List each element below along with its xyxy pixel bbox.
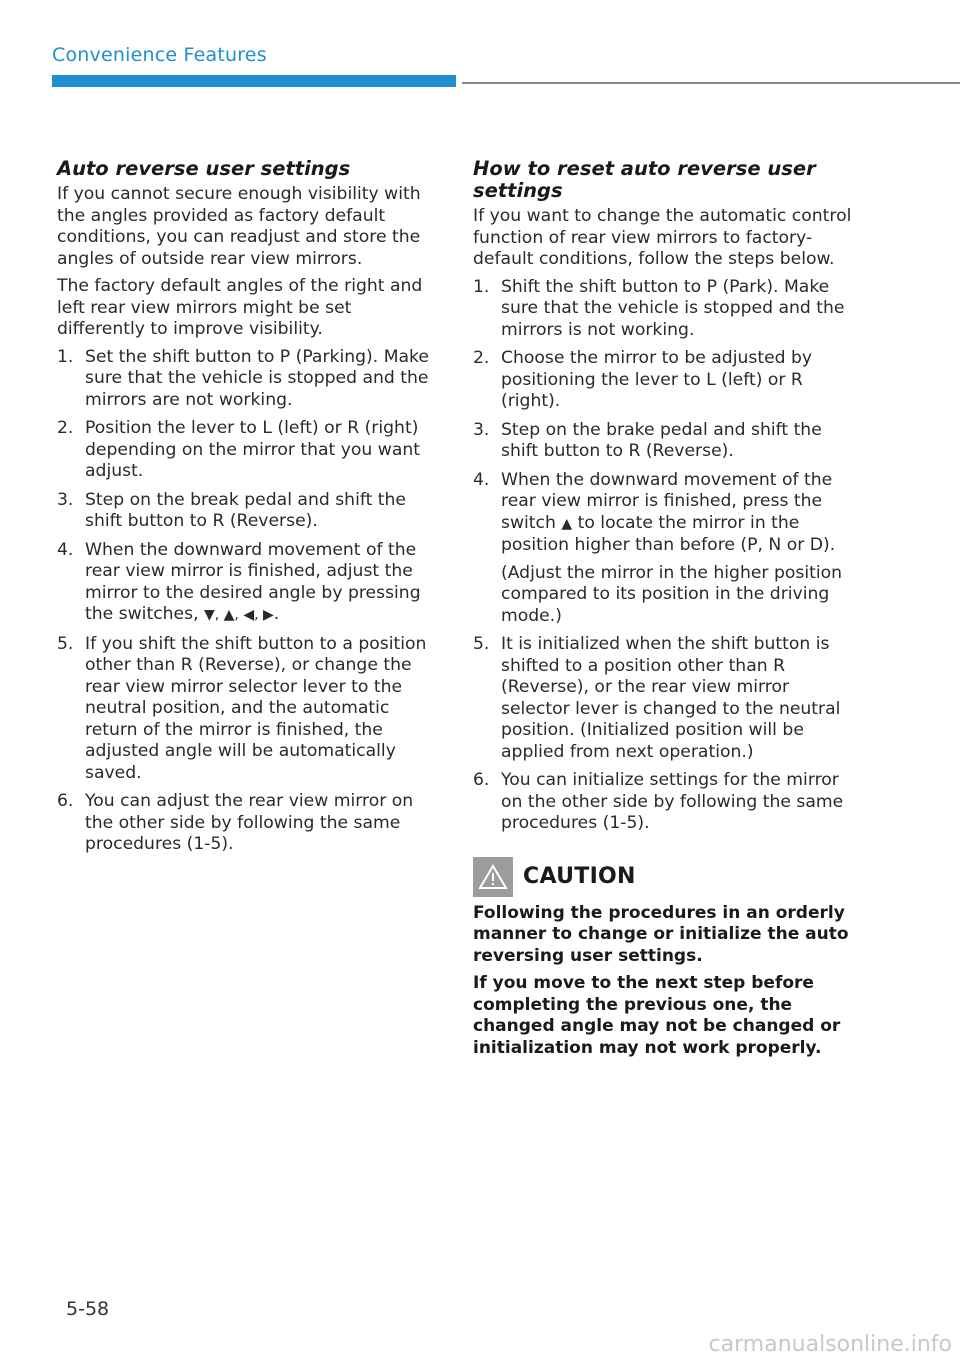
list-item: 5. It is initialized when the shift button is shifted to a position other than R (Reverse), or the rear view mirror selector lever is changed to the neutral position. (Initialized position will be applied from next operation.) [473, 634, 841, 762]
warning-triangle-icon [473, 857, 513, 897]
left-intro-paragraph-2: The factory default angles of the right and left rear view mirrors might be set differently to improve visibility. [57, 276, 423, 339]
right-column [473, 158, 863, 1065]
list-item: 3. Step on the brake pedal and shift the shift button to R (Reverse). [473, 419, 822, 461]
list-item: 6. You can initialize settings for the mirror on the other side by following the same procedures (1-5). [473, 770, 844, 833]
list-item: 2. Position the lever to L (left) or R (right) depending on the mirror that you want adjust. [57, 418, 421, 481]
caution-text-1: Following the procedures in an orderly manner to change or initialize the auto reversing user settings. [473, 902, 849, 966]
header-accent-bar [52, 75, 456, 87]
caution-header [473, 857, 863, 897]
page-number: 5-58 [66, 1298, 110, 1320]
section-header-title: Convenience Features [52, 44, 267, 66]
caution-text-2: If you move to the next step before completing the previous one, the changed angle may not be changed or initialization may not work properly. [473, 973, 841, 1058]
left-steps-list [57, 347, 439, 856]
header-rule [462, 82, 960, 84]
list-item: 4. When the downward movement of the rear view mirror is finished, adjust the mirror to the desired angle by pressing the switches, ▼, ▲, ◀, ▶. [57, 539, 421, 624]
watermark: carmanualsonline.info [708, 1332, 952, 1357]
list-item: 5. If you shift the shift button to a position other than R (Reverse), or change the rear view mirror selector lever to the neutral position, and the automatic return of the mirror is finished, the adjusted angle will be automatically saved. [57, 633, 427, 783]
left-column [57, 158, 439, 863]
list-item: 6. You can adjust the rear view mirror on the other side by following the same procedures (1-5). [57, 791, 414, 854]
up-triangle-icon: ▲ [561, 515, 573, 532]
left-intro-paragraph-1: If you cannot secure enough visibility with the angles provided as factory default conditions, you can readjust and store the angles of outside rear view mirrors. [57, 184, 421, 269]
right-steps-list [473, 277, 863, 835]
step-note: (Adjust the mirror in the higher position compared to its position in the driving mode.) [501, 562, 843, 626]
list-item: 1. Shift the shift button to P (Park). Make sure that the vehicle is stopped and the mirrors is not working. [473, 276, 845, 340]
list-item: 3. Step on the break pedal and shift the shift button to R (Reverse). [57, 489, 407, 531]
reset-auto-reverse-title: How to reset auto reverse user settings [473, 157, 816, 202]
caution-box [473, 857, 863, 1060]
list-item: 1. Set the shift button to P (Parking). Make sure that the vehicle is stopped and the mirrors are not working. [57, 346, 429, 410]
caution-label: CAUTION [523, 863, 636, 889]
auto-reverse-settings-title: Auto reverse user settings [57, 157, 351, 180]
right-intro-paragraph: If you want to change the automatic control function of rear view mirrors to factory-default conditions, follow the steps below. [473, 206, 852, 269]
mirror-switch-arrows-icon: ▼, ▲, ◀, ▶ [204, 607, 274, 623]
list-item: 2. Choose the mirror to be adjusted by positioning the lever to L (left) or R (right). [473, 348, 813, 411]
list-item: 4. When the downward movement of the rear view mirror is finished, press the switch ▲ to locate the mirror in the position higher than before (P, N or D). (Adjust the mirror in the higher position compared to its position in the driving mode.) [473, 470, 863, 628]
